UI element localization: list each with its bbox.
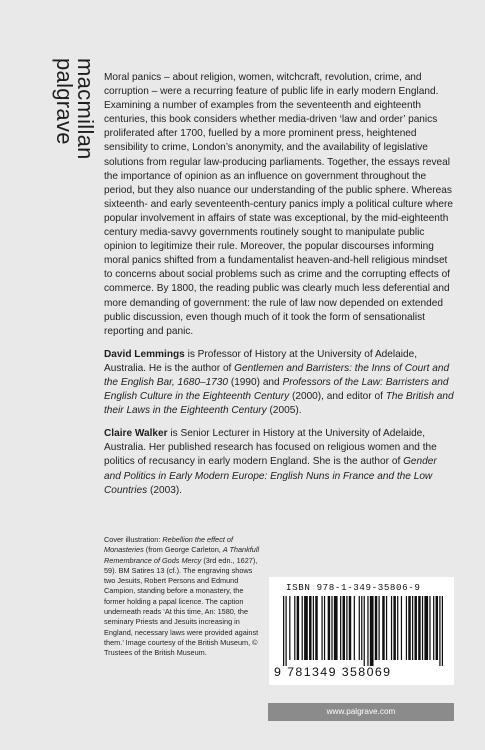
barcode-bar — [408, 596, 410, 660]
logo-line-macmillan: macmillan — [73, 58, 98, 160]
barcode-bar — [315, 596, 317, 660]
credit-text: (from George Carleton, — [143, 545, 223, 555]
barcode-bar — [294, 596, 295, 660]
barcode-bar — [346, 596, 347, 660]
barcode-bar — [418, 596, 420, 660]
barcode-bar — [393, 596, 395, 660]
bio-text: (2003). — [147, 484, 182, 496]
book-title: The British and their Laws in the Eighteenth Century — [104, 391, 454, 417]
barcode-bar — [283, 596, 284, 666]
barcode-bar — [442, 596, 443, 666]
book-description: Moral panics – about religion, women, witchcraft, revolution, crime, and corruption – were a recurring feature of public life in early modern England. Examining a number of examples from the seventeenth and eighteenth centuries, this book considers whether media-driven ‘law and order’ panics proliferated after 1700, fuelled by a more prominent press, heightened sensibility to crime, London’s anonymity, and the availability of legislative solutions from regular law-producing parliaments. Together, the essays reveal the importance of opinion as an influence on government throughout the period, but they also nuance our understanding of the public sphere. Whereas sixteenth- and early seventeenth-century panics imply a political culture where popular involvement in affairs of state was exceptional, by the mid-eighteenth century media-savvy governments routinely sought to manipulate public opinion to legitimize their rule. Moreover, the popular discourses informing moral panics shifted from a fundamentalist heaven-and-hell religious mindset to concerns about social problems such as crime and the corrupting effects of commerce. By 1800, the reading public was clearly much less deferential and more demanding of government: the rule of law now depended on extended public discussion, even though much of it took the form of sensationalist reporting and panic. — [104, 72, 453, 337]
barcode-bar — [386, 596, 387, 660]
barcode-bar — [359, 596, 360, 660]
book-title: Professors of the Law: Barristers and English Culture in the Eighteenth Century — [104, 376, 449, 403]
barcode-bar — [401, 596, 402, 660]
barcode-bar — [397, 596, 398, 660]
logo-line-palgrave: palgrave — [52, 58, 77, 145]
barcode-bar — [324, 596, 325, 660]
barcode-bar — [439, 596, 440, 666]
publisher-website[interactable]: www.palgrave.com — [268, 703, 454, 721]
barcode-bar — [343, 596, 345, 660]
barcode-bar — [304, 596, 308, 660]
barcode-bar — [285, 596, 286, 666]
author-bio-walker — [104, 427, 456, 497]
author-name: David Lemmings — [104, 348, 185, 360]
book-title: Gender and Politics in Early Modern Europe: English Nuns in France and the Low Countries — [104, 456, 437, 496]
barcode-bar — [321, 596, 322, 660]
publisher-logo-graphic — [52, 58, 112, 258]
barcode-bar — [334, 596, 338, 660]
credit-title: Rebellion the effect of Monasteries — [104, 535, 233, 555]
barcode-bar — [391, 596, 392, 660]
bio-text: (2000), and editor of — [289, 391, 386, 403]
bio-text: is Professor of History at the University of Adelaide, Australia. He is the author of — [104, 348, 418, 374]
credit-text: Cover illustration: — [104, 535, 163, 544]
barcode-bar — [375, 596, 377, 660]
barcode-bar — [382, 596, 384, 660]
isbn-barcode — [269, 577, 454, 685]
barcode-bar — [429, 596, 430, 660]
barcode-graphic — [283, 596, 443, 666]
barcode-bar — [414, 596, 416, 660]
bio-text: is Senior Lecturer in History at the University of Adelaide, Australia. Her published research has focused on religious women and the politics of recusancy in early modern England. She is the author of — [104, 428, 437, 468]
barcode-bar — [412, 596, 413, 660]
barcode-bar — [370, 596, 374, 666]
barcode-bar — [302, 596, 303, 660]
barcode-bar — [331, 596, 332, 660]
barcode-digits: 9 781349 358069 — [274, 665, 392, 679]
credit-text: (3rd edn., 1627), 59). BM Satires 13 (cf.). The engraving shows two Jesuits, Robert Persons and Edmund Campion, standing before a monastery, the former holding a papal licence. The caption underneath reads ‘At this time, An: 1580, the seminary Priests and Jesuits increasing in England, necessary laws were provided against them.’ Image courtesy of the British Museum, © Trustees of the British Museum. — [104, 555, 259, 658]
barcode-bar — [436, 596, 438, 660]
publisher-logo — [52, 58, 112, 258]
barcode-bar — [289, 596, 290, 660]
author-bio-lemmings — [104, 348, 456, 418]
bio-text: (1990) and — [228, 376, 283, 388]
barcode-bar — [297, 596, 299, 660]
barcode-bar — [406, 596, 407, 660]
book-blurb — [104, 71, 456, 498]
barcode-bar — [361, 596, 362, 660]
barcode-bar — [349, 596, 351, 660]
barcode-bar — [309, 596, 311, 660]
book-title: Gentlemen and Barristers: the Inns of Court and the English Bar, 1680–1730 — [104, 362, 450, 388]
barcode-bar — [313, 596, 314, 660]
barcode-bar — [340, 596, 341, 660]
barcode-bar — [379, 596, 380, 660]
barcode-bar — [433, 596, 434, 660]
bio-text: (2005). — [266, 405, 302, 417]
barcode-bar — [367, 596, 368, 666]
author-name: Claire Walker — [104, 428, 168, 440]
barcode-bar — [424, 596, 428, 660]
barcode-bar — [328, 596, 330, 660]
cover-illustration-credit — [104, 535, 261, 659]
credit-title: A Thankfull Remembrance of Gods Mercy — [104, 545, 260, 565]
barcode-bar — [354, 596, 355, 660]
barcode-bar — [422, 596, 423, 660]
isbn-number: ISBN 978-1-349-35806-9 — [286, 582, 421, 593]
barcode-bar — [364, 596, 365, 666]
